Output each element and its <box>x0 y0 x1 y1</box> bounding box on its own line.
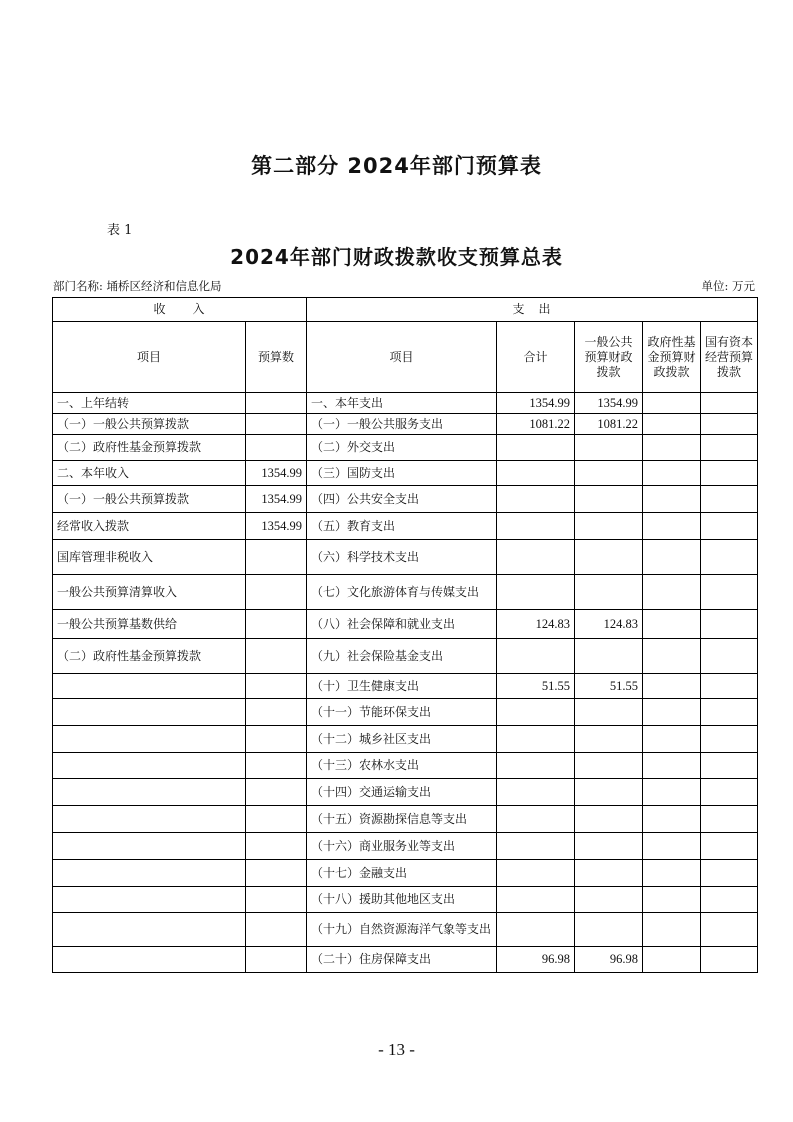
fund-budget-value <box>643 860 701 887</box>
state-capital-value <box>701 461 758 486</box>
income-item <box>53 779 246 806</box>
income-budget-header: 预算数 <box>246 322 307 393</box>
state-capital-value <box>701 639 758 674</box>
income-budget: 1354.99 <box>246 461 307 486</box>
expense-item: （十）卫生健康支出 <box>307 674 497 699</box>
table-title: 2024年部门财政拨款收支预算总表 <box>230 245 563 269</box>
expense-total <box>497 540 575 575</box>
general-budget-value <box>575 540 643 575</box>
state-capital-value <box>701 833 758 860</box>
expense-total <box>497 726 575 753</box>
general-budget-value <box>575 913 643 947</box>
table-row <box>53 913 758 947</box>
state-capital-value <box>701 887 758 913</box>
table-row <box>53 575 758 610</box>
general-budget-value <box>575 575 643 610</box>
income-item <box>53 860 246 887</box>
table-row <box>53 887 758 913</box>
state-capital-value <box>701 913 758 947</box>
income-budget <box>246 639 307 674</box>
state-capital-value <box>701 699 758 726</box>
income-item: （二）政府性基金预算拨款 <box>53 639 246 674</box>
general-budget-value <box>575 833 643 860</box>
income-item: 一般公共预算清算收入 <box>53 575 246 610</box>
fund-budget-value <box>643 414 701 435</box>
general-budget-value <box>575 753 643 779</box>
income-budget <box>246 833 307 860</box>
table-row <box>53 610 758 639</box>
expense-item: （十二）城乡社区支出 <box>307 726 497 753</box>
expense-total: 96.98 <box>497 947 575 973</box>
fund-budget-value <box>643 806 701 833</box>
income-budget <box>246 540 307 575</box>
fund-budget-header: 政府性基金预算财政拨款 <box>643 322 701 393</box>
income-budget <box>246 947 307 973</box>
expense-item: （八）社会保障和就业支出 <box>307 610 497 639</box>
expense-total <box>497 753 575 779</box>
general-budget-value: 1081.22 <box>575 414 643 435</box>
state-capital-value <box>701 513 758 540</box>
general-budget-value <box>575 461 643 486</box>
expense-total: 1354.99 <box>497 393 575 414</box>
fund-budget-value <box>643 435 701 461</box>
state-capital-value <box>701 414 758 435</box>
fund-budget-value <box>643 540 701 575</box>
general-budget-value <box>575 699 643 726</box>
table-row <box>53 540 758 575</box>
state-capital-value <box>701 779 758 806</box>
expense-item: （四）公共安全支出 <box>307 486 497 513</box>
expense-total <box>497 833 575 860</box>
state-capital-value <box>701 575 758 610</box>
income-header: 收 入 <box>53 298 307 322</box>
expense-total <box>497 486 575 513</box>
fund-budget-value <box>643 393 701 414</box>
general-budget-value: 51.55 <box>575 674 643 699</box>
fund-budget-value <box>643 461 701 486</box>
income-item <box>53 833 246 860</box>
expense-item: （十七）金融支出 <box>307 860 497 887</box>
expense-total <box>497 639 575 674</box>
expense-total <box>497 699 575 726</box>
expense-item-header: 项目 <box>307 322 497 393</box>
fund-budget-value <box>643 486 701 513</box>
general-budget-value <box>575 860 643 887</box>
part-title: 第二部分 2024年部门预算表 <box>251 154 542 178</box>
expense-item: （九）社会保险基金支出 <box>307 639 497 674</box>
general-budget-value <box>575 806 643 833</box>
income-item: （一）一般公共预算拨款 <box>53 414 246 435</box>
state-capital-value <box>701 947 758 973</box>
header-row-top <box>53 298 758 322</box>
income-item-header: 项目 <box>53 322 246 393</box>
unit-label: 单位: 万元 <box>701 279 755 293</box>
fund-budget-value <box>643 699 701 726</box>
income-item: （一）一般公共预算拨款 <box>53 486 246 513</box>
general-budget-value <box>575 435 643 461</box>
fund-budget-value <box>643 753 701 779</box>
table-row <box>53 461 758 486</box>
fund-budget-value <box>643 887 701 913</box>
department-name: 部门名称: 埇桥区经济和信息化局 <box>53 279 222 293</box>
expense-total <box>497 575 575 610</box>
expense-total <box>497 779 575 806</box>
expense-item: （十四）交通运输支出 <box>307 779 497 806</box>
expense-item: （三）国防支出 <box>307 461 497 486</box>
income-item <box>53 726 246 753</box>
income-budget <box>246 674 307 699</box>
income-budget <box>246 779 307 806</box>
general-budget-value: 1354.99 <box>575 393 643 414</box>
table-row <box>53 860 758 887</box>
table-row <box>53 699 758 726</box>
income-budget <box>246 887 307 913</box>
state-capital-value <box>701 674 758 699</box>
expense-item: （二）外交支出 <box>307 435 497 461</box>
expense-total: 124.83 <box>497 610 575 639</box>
income-budget: 1354.99 <box>246 486 307 513</box>
state-capital-value <box>701 540 758 575</box>
table-number: 表 1 <box>107 223 133 238</box>
table-row <box>53 753 758 779</box>
income-item: 一般公共预算基数供给 <box>53 610 246 639</box>
expense-item: （二十）住房保障支出 <box>307 947 497 973</box>
expense-total <box>497 435 575 461</box>
income-budget <box>246 726 307 753</box>
state-capital-value <box>701 860 758 887</box>
expense-header: 支 出 <box>307 298 758 322</box>
income-budget <box>246 806 307 833</box>
state-capital-value <box>701 610 758 639</box>
income-item: 二、本年收入 <box>53 461 246 486</box>
general-budget-value: 124.83 <box>575 610 643 639</box>
state-capital-value <box>701 435 758 461</box>
table-row <box>53 806 758 833</box>
income-item <box>53 806 246 833</box>
expense-total <box>497 860 575 887</box>
table-row <box>53 393 758 414</box>
table-row <box>53 639 758 674</box>
general-budget-value <box>575 726 643 753</box>
expense-total <box>497 461 575 486</box>
state-capital-value <box>701 806 758 833</box>
expense-total: 51.55 <box>497 674 575 699</box>
expense-item: （十五）资源勘探信息等支出 <box>307 806 497 833</box>
page-number: - 13 - <box>378 1040 415 1059</box>
fund-budget-value <box>643 674 701 699</box>
expense-total <box>497 913 575 947</box>
table-row <box>53 779 758 806</box>
fund-budget-value <box>643 513 701 540</box>
state-capital-value <box>701 726 758 753</box>
state-capital-value <box>701 393 758 414</box>
income-budget <box>246 860 307 887</box>
expense-item: （十八）援助其他地区支出 <box>307 887 497 913</box>
header-row-sub <box>53 322 758 393</box>
budget-table <box>52 297 758 973</box>
state-capital-value <box>701 486 758 513</box>
table-row <box>53 435 758 461</box>
expense-total <box>497 513 575 540</box>
table-row <box>53 414 758 435</box>
expense-item: （十九）自然资源海洋气象等支出 <box>307 913 497 947</box>
expense-item: （十三）农林水支出 <box>307 753 497 779</box>
expense-item: 一、本年支出 <box>307 393 497 414</box>
income-item: 经常收入拨款 <box>53 513 246 540</box>
income-item: 一、上年结转 <box>53 393 246 414</box>
income-budget <box>246 435 307 461</box>
expense-total <box>497 887 575 913</box>
total-header: 合计 <box>497 322 575 393</box>
income-budget <box>246 575 307 610</box>
income-budget <box>246 913 307 947</box>
fund-budget-value <box>643 833 701 860</box>
table-row <box>53 833 758 860</box>
general-budget-header: 一般公共预算财政拨款 <box>575 322 643 393</box>
general-budget-value <box>575 486 643 513</box>
income-item <box>53 674 246 699</box>
fund-budget-value <box>643 575 701 610</box>
general-budget-value <box>575 779 643 806</box>
income-budget <box>246 610 307 639</box>
expense-item: （七）文化旅游体育与传媒支出 <box>307 575 497 610</box>
table-row <box>53 513 758 540</box>
income-item: （二）政府性基金预算拨款 <box>53 435 246 461</box>
general-budget-value <box>575 639 643 674</box>
expense-item: （五）教育支出 <box>307 513 497 540</box>
income-budget <box>246 393 307 414</box>
general-budget-value <box>575 513 643 540</box>
expense-total <box>497 806 575 833</box>
table-row <box>53 486 758 513</box>
expense-item: （十一）节能环保支出 <box>307 699 497 726</box>
fund-budget-value <box>643 947 701 973</box>
general-budget-value <box>575 887 643 913</box>
expense-item: （一）一般公共服务支出 <box>307 414 497 435</box>
expense-item: （六）科学技术支出 <box>307 540 497 575</box>
table-row <box>53 947 758 973</box>
table-row <box>53 726 758 753</box>
income-item <box>53 947 246 973</box>
expense-item: （十六）商业服务业等支出 <box>307 833 497 860</box>
fund-budget-value <box>643 726 701 753</box>
income-item <box>53 887 246 913</box>
income-budget <box>246 414 307 435</box>
state-capital-header: 国有资本经营预算拨款 <box>701 322 758 393</box>
income-item: 国库管理非税收入 <box>53 540 246 575</box>
table-row <box>53 674 758 699</box>
fund-budget-value <box>643 610 701 639</box>
income-budget <box>246 753 307 779</box>
income-item <box>53 753 246 779</box>
fund-budget-value <box>643 913 701 947</box>
fund-budget-value <box>643 779 701 806</box>
state-capital-value <box>701 753 758 779</box>
income-budget <box>246 699 307 726</box>
expense-total: 1081.22 <box>497 414 575 435</box>
income-budget: 1354.99 <box>246 513 307 540</box>
general-budget-value: 96.98 <box>575 947 643 973</box>
income-item <box>53 913 246 947</box>
fund-budget-value <box>643 639 701 674</box>
income-item <box>53 699 246 726</box>
